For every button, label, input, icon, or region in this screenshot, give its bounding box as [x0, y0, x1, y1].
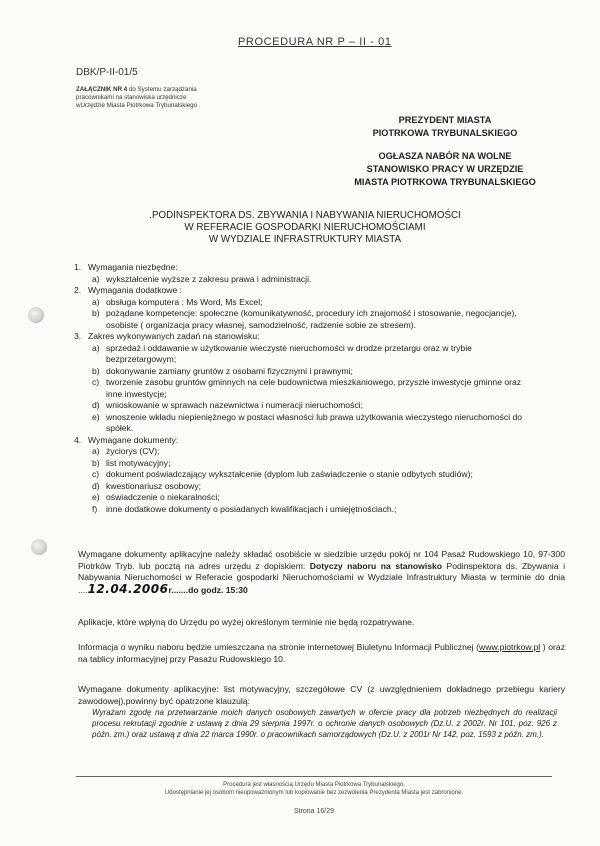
list-item-text: wykształcenie wyższe z zakresu prawa i administracji.	[106, 273, 312, 284]
list-item-text: inne inwestycje;	[106, 388, 167, 399]
list-item-text: inne dodatkowe dokumenty o posiadanych kwalifikacjach i umiejętnościach.;	[106, 503, 397, 514]
requirement-number: 3.	[74, 331, 82, 341]
requirement-number: 2.	[74, 285, 82, 295]
list-item	[92, 492, 564, 504]
list-item	[92, 458, 564, 470]
mayor-heading	[360, 114, 530, 140]
requirement-title: Wymagania dodatkowe :	[88, 285, 183, 295]
footer-notice	[76, 781, 552, 797]
footer-line-2: Udostępnianie jej osobom nieupoważnionym lub kopiowanie bez zezwolenia Prezydenta Miasta jest zabronione.	[164, 790, 464, 796]
list-item-letter: e)	[92, 411, 100, 422]
requirement-section	[74, 262, 564, 285]
list-item-letter: b)	[92, 457, 100, 468]
deadline-time: r.......do godz. 15:30	[168, 584, 248, 595]
list-item	[92, 366, 564, 378]
announcement-line-3: MIASTA PIOTRKOWA TRYBUNALSKIEGO	[354, 177, 536, 187]
list-item-text: dokument poświadczający wykształcenie (dyplom lub zaświadczenie o stanie odbytych studiów);	[106, 469, 473, 479]
list-item-text: kwestionariusz osobowy;	[106, 480, 202, 491]
requirement-section	[74, 285, 564, 331]
requirement-heading	[74, 435, 564, 447]
requirement-section	[74, 331, 564, 435]
list-item-text: oświadczenie o niekaralności;	[106, 492, 220, 502]
requirements-list	[74, 262, 564, 515]
requirement-number: 4.	[74, 434, 82, 445]
position-title	[140, 210, 470, 246]
footer-divider	[76, 776, 552, 777]
list-item	[106, 320, 564, 332]
mayor-line-1: PREZYDENT MIASTA	[398, 115, 492, 125]
document-number: DBK/P-II-01/5	[76, 67, 138, 78]
list-item-letter: a)	[92, 342, 100, 353]
punch-hole-icon	[31, 539, 47, 555]
requirement-title: Wymagane dokumenty:	[88, 434, 179, 445]
announcement-heading	[330, 150, 560, 189]
list-item-letter: a)	[92, 273, 100, 284]
list-item-text: list motywacyjny;	[106, 457, 171, 468]
requirement-heading	[74, 331, 564, 343]
list-item-text: sprzedaż i oddawanie w użytkowanie wieczyste nieruchomości w drodze przetargu oraz w trybie	[106, 342, 472, 353]
list-item-text: wnoszenie wkładu niepieniężnego w postaci własności lub prawa użytkowania wieczystego nieruchomości do	[106, 411, 523, 422]
handwritten-date: 12.04.2006	[87, 581, 169, 596]
list-item-letter: c)	[92, 469, 100, 479]
requirement-title: Wymagania niezbędne:	[88, 262, 178, 272]
list-item-text: bezprzetargowym;	[106, 354, 177, 364]
requirement-heading	[74, 285, 564, 297]
list-item	[92, 504, 564, 516]
submission-keyword: Dotyczy naboru na stanowisko	[309, 560, 443, 571]
list-item-text: pożądane kompetencje: społeczne (komunikatywność, procedury ich znajomość i stosowanie, negocjancje),	[106, 308, 517, 318]
list-item-letter: b)	[92, 365, 100, 376]
list-item	[92, 343, 564, 355]
list-item	[92, 481, 564, 493]
page-number: Strona 16/29	[293, 808, 335, 815]
list-item	[92, 400, 564, 412]
list-item	[92, 469, 564, 481]
requirement-heading	[74, 262, 564, 274]
bip-link[interactable]: www.piotrkow.pl	[479, 642, 541, 652]
position-line-1: .PODINSPEKTORA DS. ZBYWANIA I NABYWANIA NIERUCHOMOŚCI	[149, 210, 461, 221]
list-item-letter: d)	[92, 480, 100, 491]
list-item	[92, 308, 564, 320]
list-item-text: życiorys (CV);	[106, 446, 160, 456]
list-item	[92, 412, 564, 424]
list-item-letter: e)	[92, 492, 100, 502]
list-item-letter: b)	[92, 308, 100, 318]
consent-clause: Wyrażam zgodę na przetwarzanie moich danych osobowych zawartych w ofercie pracy dla potrzeb niezbędnych do realizacji procesu rekrutacji zgodnie z ustawą z dnia 29 sierpnia 1997r. o ochronie danych osobowych (Dz.U. z 2002r. Nr 101, poz. 926 z późn. zm.) oraz ustawą z dnia 22 marca 1990r. o pracownikach samorządowych (Dz.U. z 2001r Nr 142, poz. 1593 z późn. zm.).	[92, 708, 557, 739]
results-info-paragraph: Informacja o wyniku naboru będzie umieszczana na stronie internetowej Biuletynu Informacji Publicznej (www.piotrkow.pl ) oraz na tablicy informacyjnej przy Pasażu Rudowskiego 10.	[78, 642, 565, 664]
punch-hole-icon	[28, 307, 44, 323]
attachment-label: ZAŁĄCZNIK NR 4	[76, 86, 128, 93]
list-item-text: wnioskowanie w sprawach nazewnictwa i numeracji nieruchomości;	[106, 400, 363, 410]
announcement-line-1: OGŁASZA NABÓR NA WOLNE	[378, 151, 512, 161]
position-line-2: W REFERACIE GOSPODARKI NIERUCHOMOŚCIAMI	[184, 222, 426, 233]
cv-requirements-note: Wymagane dokumenty aplikacyjne: list motywacyjny, szczegółowe CV (z uwzględnieniem dokładnego przebiegu kariery zawodowej),powinny być opatrzone klauzulą:	[78, 684, 565, 706]
list-item	[92, 274, 564, 286]
list-item	[106, 423, 564, 435]
list-item-text: tworzenie zasobu gruntów gminnych na cele budownictwa mieszkaniowego, przyszłe inwestycje gminne oraz	[106, 377, 522, 387]
position-line-3: W WYDZIALE INFRASTRUKTURY MIASTA	[208, 234, 402, 245]
list-item	[92, 446, 564, 458]
list-item-text: osobiste ( organizacja pracy własnej, samodzielność, radzenie sobie ze stresem).	[106, 319, 416, 330]
list-item-letter: c)	[92, 377, 100, 387]
late-applications-note: Aplikacje, które wpłyną do Urzędu po wyżej określonym terminie nie będą rozpatrywane.	[78, 617, 415, 627]
mayor-line-2: PIOTRKOWA TRYBUNALSKIEGO	[372, 128, 518, 138]
list-item	[106, 354, 564, 366]
procedure-header: PROCEDURA NR P – II - 01	[238, 36, 392, 48]
requirement-title: Zakres wykonywanych zadań na stanowisku:	[88, 331, 260, 341]
list-item	[106, 389, 564, 401]
list-item	[92, 297, 564, 309]
attachment-note	[76, 86, 216, 110]
list-item	[92, 377, 564, 389]
list-item-text: spółek.	[106, 423, 134, 433]
submission-paragraph: Wymagane dokumenty aplikacyjne należy składać osobiście w siedzibie urzędu pokój nr 104 Pasaż Rudowskiego 10, 97-300 Piotrków Tryb. lub pocztą na adres urzędu z dopiskiem: Dotyczy naboru na stanowisko Podinspektora ds. Zbywania i Nabywania Nieruchomości w Referacie gospodarki Nieruchomościami w Wydziale Infrastruktury Miasta w terminie do dnia ....12.04.2006r.......do godz. 15:30	[78, 549, 565, 596]
list-item-text: obsługa komputera : Ms Word, Ms Excel;	[106, 296, 263, 307]
list-item-letter: d)	[92, 400, 100, 410]
list-item-letter: a)	[92, 446, 100, 456]
footer-line-1: Procedura jest własnością Urzędu Miasta Piotrkowa Trybunalskiego.	[223, 782, 405, 788]
list-item-letter: a)	[92, 296, 100, 307]
announcement-line-2: STANOWISKO PRACY W URZĘDZIE	[366, 164, 524, 174]
requirement-number: 1.	[74, 262, 82, 272]
list-item-text: dokonywanie zamiany gruntów z osobami fizycznymi i prawnymi;	[106, 365, 353, 376]
requirement-section	[74, 435, 564, 516]
attachment-text: do Systemu zarządzania pracownikami na stanowiska urzędnicze wUrzędzie Miasta Piotrkowa Trybunalskiego	[76, 86, 198, 109]
list-item-letter: f)	[92, 503, 98, 514]
